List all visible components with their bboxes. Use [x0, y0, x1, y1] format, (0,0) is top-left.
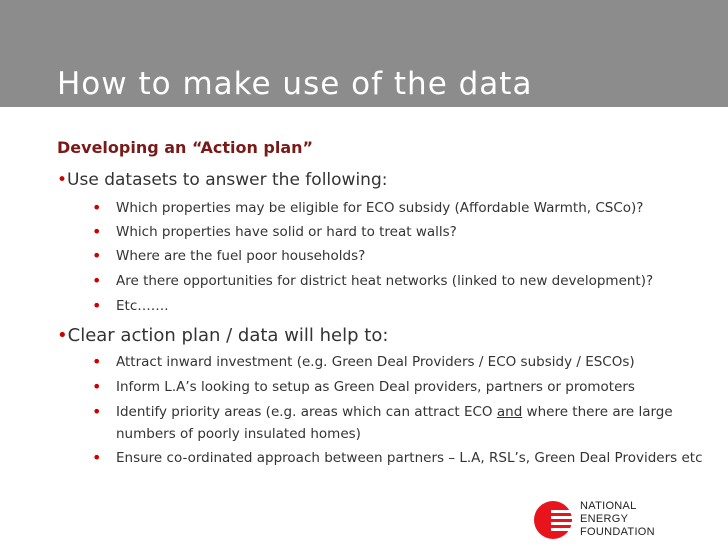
list-item-text: Are there opportunities for district heat networks (linked to new development)? — [116, 273, 654, 289]
list-item-text: Inform L.A’s looking to setup as Green Deal providers, partners or promoters — [116, 379, 635, 395]
list-item-text: Which properties have solid or hard to treat walls? — [116, 224, 457, 240]
list-item — [92, 447, 706, 469]
list-item — [92, 270, 706, 292]
list-item — [92, 245, 706, 267]
list-item-text: Etc……. — [116, 298, 169, 314]
section1-heading-text: Use datasets to answer the following: — [67, 170, 388, 190]
bullet-icon: • — [57, 170, 68, 190]
list-item-text: Attract inward investment (e.g. Green Deal Providers / ECO subsidy / ESCOs) — [116, 354, 635, 370]
bullet-icon: • — [92, 402, 102, 421]
list-item — [92, 197, 706, 219]
section1-heading — [57, 170, 387, 190]
list-item — [92, 351, 706, 373]
bullet-icon: • — [92, 448, 102, 467]
bullet-icon: • — [92, 222, 102, 241]
list-item — [92, 295, 706, 317]
logo-line-energy: ENERGY — [580, 513, 629, 525]
list-item — [92, 376, 706, 398]
list-item-text: Ensure co-ordinated approach between partners – L.A, RSL’s, Green Deal Providers etc — [116, 450, 703, 466]
slide-subtitle: Developing an “Action plan” — [57, 138, 314, 157]
logo-line-national: NATIONAL — [580, 500, 637, 512]
bullet-icon: • — [57, 325, 68, 346]
list-item-text: Identify priority areas (e.g. areas which can attract ECO — [116, 404, 497, 420]
list-item — [92, 401, 706, 445]
section2-heading — [57, 325, 388, 346]
bullet-icon: • — [92, 246, 102, 265]
slide-title: How to make use of the data — [57, 66, 533, 102]
section2-heading-text: Clear action plan / data will help to: — [67, 325, 389, 346]
list-item — [92, 221, 706, 243]
logo-line-foundation: FOUNDATION — [580, 526, 655, 538]
logo-text — [580, 500, 655, 539]
bullet-icon: • — [92, 198, 102, 217]
bullet-icon: • — [92, 377, 102, 396]
list-item-text: Which properties may be eligible for ECO subsidy (Affordable Warmth, CSCo)? — [116, 200, 644, 216]
energy-foundation-logo-icon — [533, 500, 577, 540]
underlined-word: and — [496, 404, 523, 420]
list-item-text: where there are large numbers of poorly insulated homes) — [116, 404, 673, 442]
bullet-icon: • — [92, 271, 102, 290]
bullet-icon: • — [92, 352, 102, 371]
list-item-text: Where are the fuel poor households? — [116, 248, 366, 264]
bullet-icon: • — [92, 296, 102, 315]
